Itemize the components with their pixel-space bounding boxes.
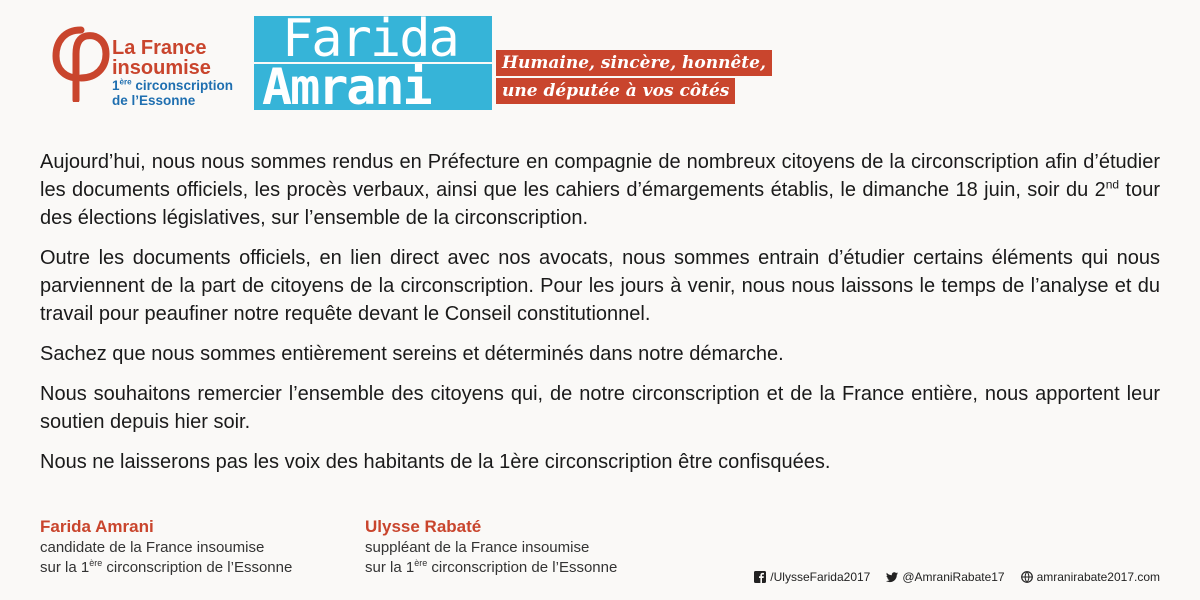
phi-logo-icon: [50, 26, 112, 102]
twitter-handle: @AmraniRabate17: [902, 570, 1005, 584]
signature-substitute: [365, 516, 617, 578]
facebook-link[interactable]: [754, 570, 870, 584]
signature-role: suppléant de la France insoumise: [365, 539, 590, 556]
website-url: amranirabate2017.com: [1036, 570, 1160, 584]
slogan-line-2: une députée à vos côtés: [496, 78, 735, 104]
website-link[interactable]: [1021, 570, 1160, 584]
paragraph-3: Sachez que nous sommes entièrement sereins et déterminés dans notre démarche.: [40, 343, 784, 365]
lfi-wordmark: [112, 38, 233, 107]
signature-candidate: [40, 516, 292, 578]
social-footer: [754, 570, 1160, 584]
signature-role: candidate de la France insoumise: [40, 539, 265, 556]
statement-body: [40, 148, 1160, 488]
paragraph-4: Nous souhaitons remercier l’ensemble des citoyens qui, de notre circonscription et de la France entière, nous apportent leur soutien depuis hier soir.: [40, 383, 1160, 433]
facebook-handle: /UlysseFarida2017: [770, 570, 871, 584]
logo-line-4: de l’Essonne: [112, 92, 196, 108]
paragraph-1: Aujourd’hui, nous nous sommes rendus en Préfecture en compagnie de nombreux citoyens de la circonscription afin d’étudier les documents officiels, les procès verbaux, ainsi que les cahiers d’émargements établis, le dimanche 18 juin, soir du 2nd tour des élections législatives, sur l’ensemble de la circonscription.: [40, 151, 1160, 229]
logo-line-1: La France: [112, 37, 207, 59]
signature-name: Ulysse Rabaté: [365, 517, 482, 536]
slogan-line-1: Humaine, sincère, honnête,: [496, 50, 772, 76]
paragraph-5: Nous ne laisserons pas les voix des habitants de la 1ère circonscription être confisquées.: [40, 451, 831, 473]
logo-line-2: insoumise: [112, 57, 211, 79]
globe-icon: [1021, 571, 1033, 583]
paragraph-2: Outre les documents officiels, en lien direct avec nos avocats, nous sommes entrain d’étudier certains éléments qui nous parviennent de la part de citoyens de la circonscription. Pour les jours à venir, nous nous laissons le temps de l’analyse et du travail pour peaufiner notre requête devant le Conseil constitutionnel.: [40, 247, 1160, 325]
candidate-last-name: Amrani: [254, 64, 492, 110]
header: [0, 0, 1200, 120]
twitter-icon: [886, 571, 898, 583]
facebook-icon: [754, 571, 766, 583]
signature-place: sur la 1ère circonscription de l’Essonne: [40, 558, 293, 576]
twitter-link[interactable]: [886, 570, 1004, 584]
logo-line-3: 1ère circonscription: [112, 77, 233, 93]
signature-place: sur la 1ère circonscription de l’Essonne: [365, 558, 618, 576]
signature-name: Farida Amrani: [40, 517, 154, 536]
candidate-first-name: Farida: [254, 16, 492, 62]
